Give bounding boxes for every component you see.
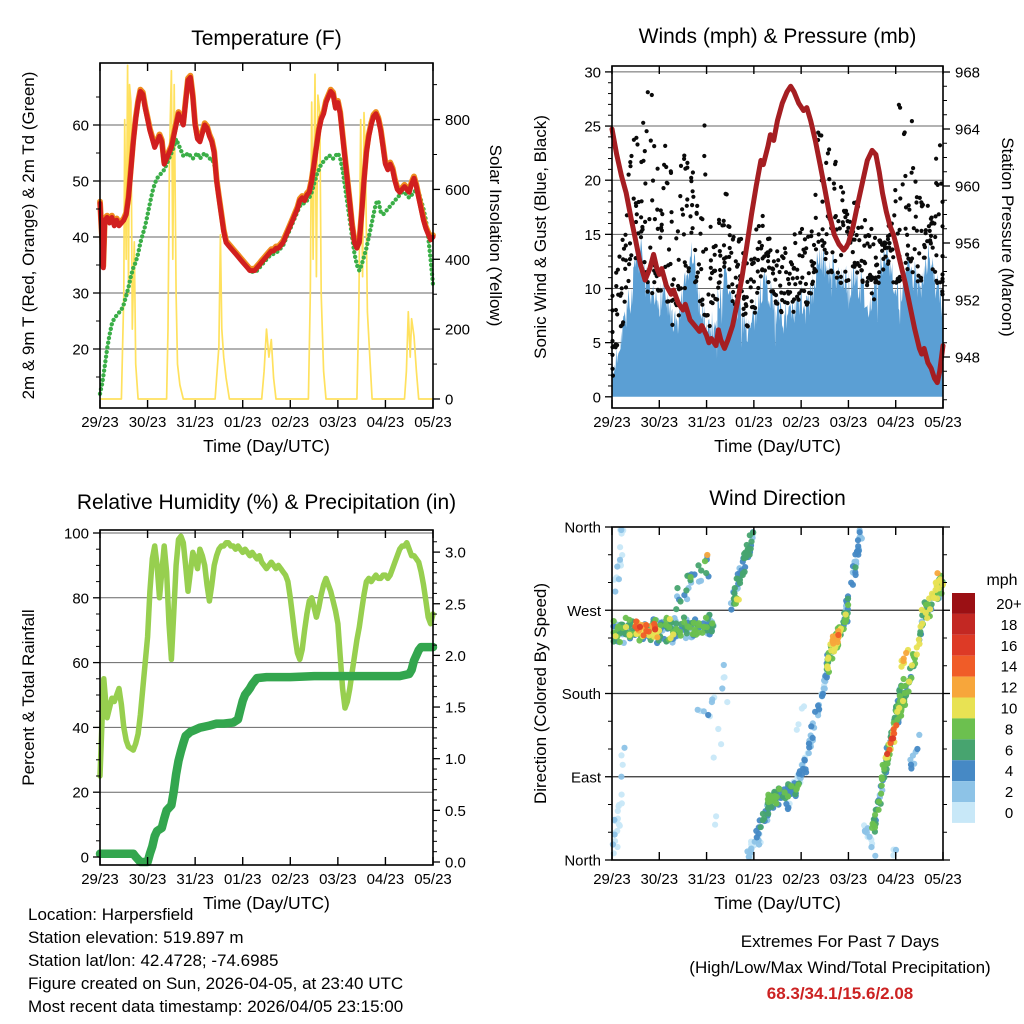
y-axis-right xyxy=(433,542,466,872)
x-tick-label: 01/23 xyxy=(735,414,773,431)
y-axis-left xyxy=(562,520,612,870)
station-info xyxy=(28,903,548,1018)
y-tick-label: 956 xyxy=(955,235,981,253)
y-tick-label: North xyxy=(564,852,601,870)
y-axis-label-right: Station Pressure (Maroon) xyxy=(998,137,1017,337)
y-tick-label: North xyxy=(564,519,601,537)
y-tick-label: 960 xyxy=(955,178,981,196)
y-tick-label: 50 xyxy=(72,173,89,191)
y-axis-label-left: Percent & Total Rainfall xyxy=(19,609,38,786)
colorbar-swatch xyxy=(952,593,975,614)
y-tick-label: 948 xyxy=(955,349,981,367)
station-elevation: Station elevation: 519.897 m xyxy=(28,928,244,947)
y-tick-label: South xyxy=(561,686,601,703)
y-axis-left xyxy=(72,97,100,377)
y-tick-label: 952 xyxy=(955,292,981,310)
x-tick-label: 30/23 xyxy=(128,414,167,431)
y-tick-label: 40 xyxy=(72,719,89,737)
y-tick-label: 60 xyxy=(72,655,89,673)
x-tick-label: 03/23 xyxy=(319,414,357,431)
y-axis-label-left: Direction (Colored By Speed) xyxy=(531,582,550,805)
series-rainfall xyxy=(100,647,433,862)
y-tick-label: 80 xyxy=(72,590,89,608)
y-tick-label: 0 xyxy=(592,389,601,407)
y-tick-label: 968 xyxy=(955,64,981,82)
y-tick-label: 10 xyxy=(584,281,601,298)
series-temp-2m xyxy=(100,77,433,270)
chart-title: Temperature (F) xyxy=(191,27,342,50)
y-tick-label: 30 xyxy=(584,64,601,82)
y-tick-label: 3.0 xyxy=(445,544,466,562)
y-tick-label: 0 xyxy=(80,849,89,867)
winds-pressure-chart xyxy=(512,0,1024,460)
series-dewpoint xyxy=(100,139,433,394)
x-axis-label: Time (Day/UTC) xyxy=(203,893,330,913)
y-tick-label: 200 xyxy=(445,321,471,339)
y-tick-label: 20 xyxy=(72,341,89,359)
x-tick-label: 30/23 xyxy=(640,871,679,888)
colorbar-label: 20+ xyxy=(996,595,1022,613)
x-tick-label: 29/23 xyxy=(593,414,631,431)
colorbar-label: 10 xyxy=(1000,700,1018,718)
x-tick-label: 04/23 xyxy=(366,414,405,431)
y-axis-right xyxy=(943,65,980,400)
y-axis-left xyxy=(64,526,100,867)
x-axis xyxy=(593,527,962,913)
colorbar-swatch xyxy=(952,635,975,656)
y-tick-label: 2.5 xyxy=(445,596,466,614)
x-tick-label: 29/23 xyxy=(81,414,119,431)
x-tick-label: 01/23 xyxy=(735,871,773,888)
y-tick-label: 100 xyxy=(63,525,89,543)
y-tick-label: 30 xyxy=(72,285,89,303)
colorbar-label: 6 xyxy=(1004,742,1014,760)
temperature-chart xyxy=(0,0,512,460)
extremes-subtitle: (High/Low/Max Wind/Total Precipitation) xyxy=(689,958,991,977)
x-tick-label: 03/23 xyxy=(319,871,357,888)
colorbar-swatch xyxy=(952,614,975,635)
x-tick-label: 05/23 xyxy=(414,871,452,888)
x-axis-label: Time (Day/UTC) xyxy=(203,436,330,456)
colorbar-label: 4 xyxy=(1004,763,1014,781)
colorbar-swatch xyxy=(952,781,975,802)
extremes-summary xyxy=(640,929,1024,1007)
extremes-values: 68.3/34.1/15.6/2.08 xyxy=(766,984,914,1003)
y-tick-label: 964 xyxy=(955,121,981,139)
y-tick-label: West xyxy=(567,602,601,620)
x-tick-label: 29/23 xyxy=(593,871,631,888)
x-tick-label: 02/23 xyxy=(271,871,310,888)
x-tick-label: 05/23 xyxy=(924,414,962,431)
colorbar-label: 16 xyxy=(1000,637,1018,655)
figure-created-timestamp: Figure created on Sun, 2026-04-05, at 23:40 UTC xyxy=(28,974,404,993)
series-humidity xyxy=(100,536,433,776)
y-tick-label: 60 xyxy=(72,117,89,135)
y-axis-label-left: Sonic Wind & Gust (Blue, Black) xyxy=(531,115,550,359)
x-axis-label: Time (Day/UTC) xyxy=(714,436,841,456)
x-tick-label: 30/23 xyxy=(640,414,679,431)
x-tick-label: 04/23 xyxy=(876,871,915,888)
colorbar-label: 18 xyxy=(1000,616,1018,634)
y-tick-label: 40 xyxy=(72,229,89,247)
speed-colorbar xyxy=(952,572,1022,823)
extremes-title: Extremes For Past 7 Days xyxy=(740,932,940,951)
y-tick-label: 0.5 xyxy=(445,802,466,820)
colorbar-swatch xyxy=(952,718,975,739)
y-tick-label: 800 xyxy=(445,112,471,130)
y-axis-label-right: Solar Insolation (Yellow) xyxy=(486,144,505,327)
colorbar-title: mph xyxy=(986,572,1018,589)
x-tick-label: 02/23 xyxy=(782,871,820,888)
station-location: Location: Harpersfield xyxy=(28,905,194,924)
colorbar-label: 12 xyxy=(1000,679,1018,697)
station-latlon: Station lat/lon: 42.4728; -74.6985 xyxy=(28,951,279,970)
x-tick-label: 01/23 xyxy=(223,414,262,431)
y-tick-label: 20 xyxy=(72,784,89,802)
y-tick-label: East xyxy=(570,769,601,787)
x-tick-label: 04/23 xyxy=(366,871,405,888)
y-tick-label: 1.0 xyxy=(445,751,466,769)
colorbar-swatch xyxy=(952,656,975,677)
y-tick-label: 0.0 xyxy=(445,854,466,872)
y-axis-label-left: 2m & 9m T (Red, Orange) & 2m Td (Green) xyxy=(19,71,38,400)
y-tick-label: 20 xyxy=(584,172,601,190)
y-tick-label: 600 xyxy=(445,181,471,199)
colorbar-label: 2 xyxy=(1004,784,1014,802)
y-tick-label: 5 xyxy=(592,335,601,353)
x-tick-label: 31/23 xyxy=(687,871,726,888)
x-tick-label: 04/23 xyxy=(876,414,915,431)
colorbar-swatch xyxy=(952,802,975,823)
x-tick-label: 31/23 xyxy=(687,414,726,431)
x-tick-label: 31/23 xyxy=(176,414,214,431)
colorbar-label: 8 xyxy=(1004,721,1014,739)
y-tick-label: 400 xyxy=(445,251,471,269)
y-axis-right xyxy=(943,527,950,860)
y-tick-label: 1.5 xyxy=(445,699,466,717)
series-temp-9m xyxy=(100,76,433,269)
y-tick-label: 0 xyxy=(445,391,454,409)
chart-title: Winds (mph) & Pressure (mb) xyxy=(638,25,917,48)
y-axis-left xyxy=(584,64,612,406)
x-tick-label: 01/23 xyxy=(223,871,262,888)
y-tick-label: 15 xyxy=(584,226,601,244)
colorbar-swatch xyxy=(952,760,975,781)
most-recent-data-timestamp: Most recent data timestamp: 2026/04/05 23:15:00 xyxy=(28,997,404,1016)
x-tick-label: 29/23 xyxy=(81,871,119,888)
y-axis-right xyxy=(433,85,470,409)
y-tick-label: 25 xyxy=(584,118,601,136)
x-tick-label: 02/23 xyxy=(271,414,310,431)
x-tick-label: 03/23 xyxy=(829,414,868,431)
colorbar-swatch xyxy=(952,698,975,719)
chart-title: Relative Humidity (%) & Precipitation (in) xyxy=(76,491,457,514)
x-tick-label: 05/23 xyxy=(924,871,962,888)
x-tick-label: 02/23 xyxy=(782,414,820,431)
colorbar-swatch xyxy=(952,677,975,698)
x-tick-label: 03/23 xyxy=(829,871,868,888)
x-axis-label: Time (Day/UTC) xyxy=(714,893,841,913)
y-tick-label: 2.0 xyxy=(445,647,466,665)
colorbar-label: 0 xyxy=(1004,804,1014,822)
colorbar-label: 14 xyxy=(1000,658,1018,676)
x-tick-label: 30/23 xyxy=(128,871,167,888)
x-tick-label: 05/23 xyxy=(414,414,452,431)
chart-title: Wind Direction xyxy=(709,487,846,510)
colorbar-swatch xyxy=(952,739,975,760)
x-tick-label: 31/23 xyxy=(176,871,214,888)
